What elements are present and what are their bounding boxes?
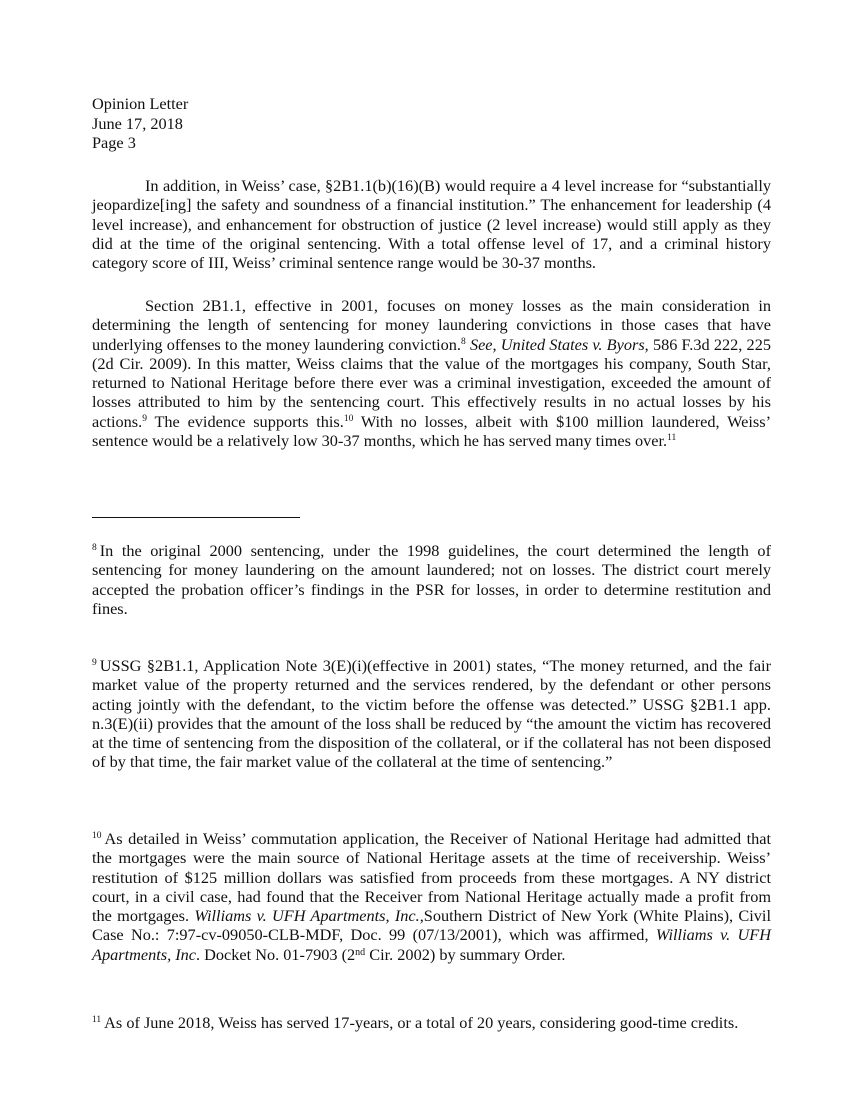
paragraph-text: Section 2B1.1, effective in 2001, focuses on money losses as the main consideration in determining the length of sentencing for money laundering convictions in those cases that have underlying offenses to the money laundering conviction. — [92, 296, 771, 354]
letter-header — [92, 94, 188, 153]
case-citation: See, United States v. Byors — [469, 334, 645, 354]
footnote-text: Cir. 2002) by summary Order. — [365, 944, 566, 964]
footnote-10 — [92, 829, 771, 964]
footnote-text: In the original 2000 sentencing, under the 1998 guidelines, the court determined the length of sentencing for money laundering on the amount laundered; not on losses. The district court merely accepted the probation officer’s findings in the PSR for losses, in order to determine restitution and fines. — [92, 541, 771, 618]
footnote-text: . Docket No. 01-7903 (2 — [196, 944, 356, 964]
paragraph-text: With no losses, albeit with $100 million laundered, Weiss’ sentence would be a relatively low 30-37 months, which he has served many times over. — [92, 411, 771, 451]
body-paragraph-1 — [92, 176, 771, 272]
footnote-text: As detailed in Weiss’ commutation application, the Receiver of National Heritage had admitted that the mortgages were the main source of National Heritage assets at the time of receivership. Weiss’ restitution of $125 million dollars was satisfied from proceeds from these mortgages. A NY district court, in a civil case, had found that the Receiver from National Heritage actually made a profit from the mortgages. — [92, 829, 771, 926]
letter-date: June 17, 2018 — [92, 113, 183, 133]
footnote-9 — [92, 656, 771, 772]
paragraph-text: In addition, in Weiss’ case, §2B1.1(b)(16)(B) would require a 4 level increase for “substantially jeopardize[ing] the safety and soundness of a financial institution.” The enhancement for leadership (4 level increase), and enhancement for obstruction of justice (2 level increase) would still apply as they did at the time of the original sentencing. With a total offense level of 17, and a criminal history category score of III, Weiss’ criminal sentence range would be 30-37 months. — [92, 176, 771, 273]
footnote-11 — [92, 1013, 771, 1032]
page-number: Page 3 — [92, 133, 136, 152]
case-citation: Williams v. UFH Apartments, Inc — [92, 925, 771, 964]
ordinal-suffix: nd — [355, 946, 366, 958]
footnote-text: ,Southern District of New York (White Plains), Civil Case No.: 7:97-cv-09050-CLB-MDF, Doc. 99 (07/13/2001), which was affirmed, — [92, 906, 771, 945]
footnote-mark: 9 — [92, 658, 97, 668]
paragraph-text: The evidence supports this. — [146, 411, 344, 431]
paragraph-text: , 586 F.3d 222, 225 (2d Cir. 2009). In this matter, Weiss claims that the value of the mortgages his company, South Star, returned to National Heritage before there ever was a criminal investigation, exceeded the amount of losses attributed to him by the sentencing court. This effectively results in no actual losses by his actions. — [92, 334, 771, 431]
footnote-8 — [92, 541, 771, 618]
footnote-ref-11[interactable]: 11 — [667, 433, 677, 444]
footnote-text: As of June 2018, Weiss has served 17-years, or a total of 20 years, considering good-time credits. — [104, 1013, 739, 1032]
letter-title: Opinion Letter — [92, 94, 189, 113]
footnote-ref-10[interactable]: 10 — [343, 413, 354, 424]
body-paragraph-2 — [92, 296, 771, 450]
case-citation: Williams v. UFH Apartments, Inc. — [194, 906, 420, 926]
footnote-text: USSG §2B1.1, Application Note 3(E)(i)(effective in 2001) states, “The money returned, and the fair market value of the property returned and the services rendered, by the defendant or other persons acting jointly with the defendant, to the victim before the offense was detected.” USSG §2B1.1 app. n.3(E)(ii) provides that the amount of the loss shall be reduced by “the amount the victim has recovered at the time of sentencing from the disposition of the collateral, or if the collateral has not been disposed of by that time, the fair market value of the collateral at the time of sentencing.” — [92, 656, 771, 772]
footnote-ref-9[interactable]: 9 — [142, 413, 147, 424]
footnote-mark: 10 — [92, 831, 102, 841]
footnote-mark: 8 — [92, 543, 97, 553]
footnote-ref-8[interactable]: 8 — [460, 336, 466, 347]
footnote-mark: 11 — [92, 1015, 102, 1025]
footnote-separator — [92, 517, 300, 518]
